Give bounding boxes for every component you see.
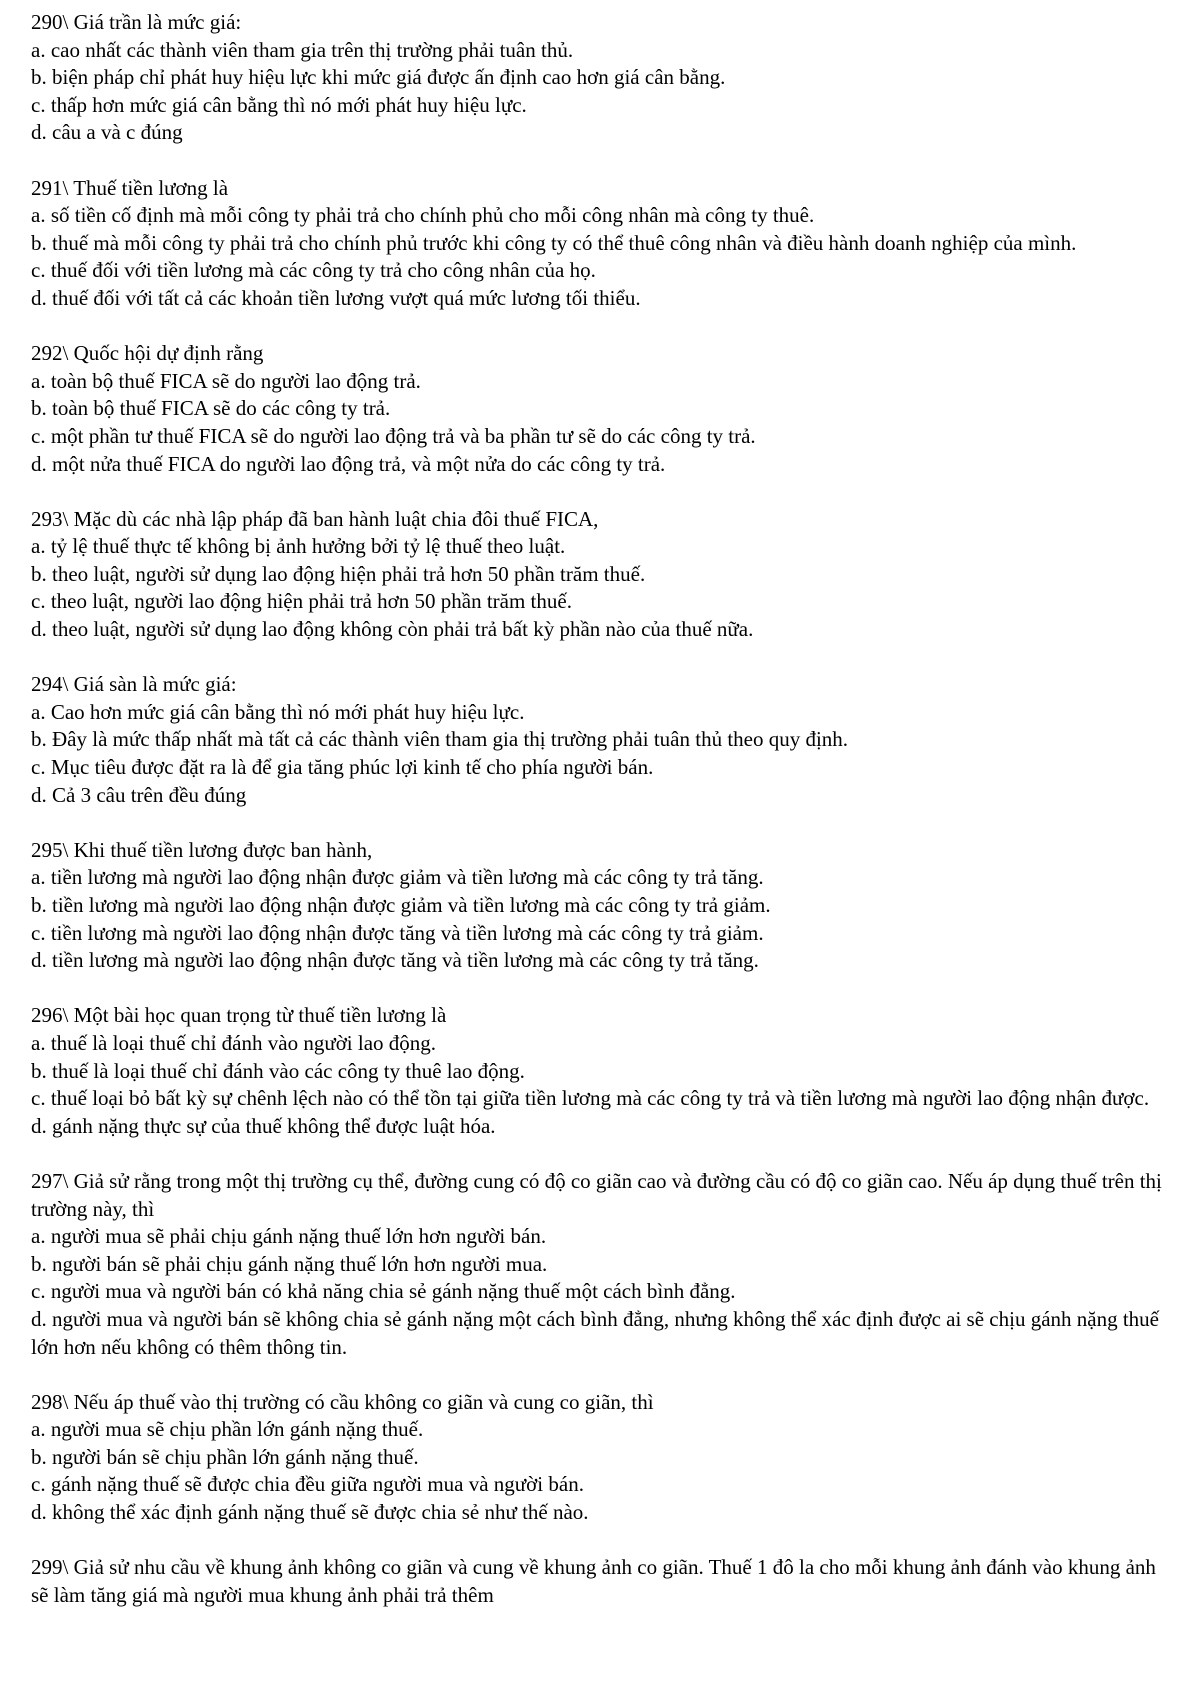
- option-c: c. thuế đối với tiền lương mà các công ty trả cho công nhân của họ.: [31, 258, 596, 283]
- question-297: [31, 1168, 1171, 1361]
- option-a: a. tỷ lệ thuế thực tế không bị ảnh hưởng bởi tỷ lệ thuế theo luật.: [31, 534, 566, 559]
- option-a: a. Cao hơn mức giá cân bằng thì nó mới phát huy hiệu lực.: [31, 699, 525, 724]
- question-291: [31, 175, 1171, 313]
- option-b: b. thuế là loại thuế chỉ đánh vào các công ty thuê lao động.: [31, 1058, 525, 1083]
- option-a: a. tiền lương mà người lao động nhận được giảm và tiền lương mà các công ty trả tăng.: [31, 865, 764, 890]
- option-c: c. thuế loại bỏ bất kỳ sự chênh lệch nào có thể tồn tại giữa tiền lương mà các công ty trả và tiền lương mà người lao động nhận được.: [31, 1086, 1150, 1111]
- option-b: b. người bán sẽ phải chịu gánh nặng thuế lớn hơn người mua.: [31, 1251, 548, 1276]
- option-d: d. theo luật, người sử dụng lao động không còn phải trả bất kỳ phần nào của thuế nữa.: [31, 617, 754, 642]
- option-a: a. người mua sẽ chịu phần lớn gánh nặng thuế.: [31, 1417, 424, 1442]
- option-b: b. người bán sẽ chịu phần lớn gánh nặng thuế.: [31, 1444, 419, 1469]
- option-d: d. một nửa thuế FICA do người lao động trả, và một nửa do các công ty trả.: [31, 451, 666, 476]
- question-text: 290\ Giá trần là mức giá:: [31, 10, 242, 34]
- option-c: c. theo luật, người lao động hiện phải trả hơn 50 phần trăm thuế.: [31, 589, 572, 614]
- option-c: c. một phần tư thuế FICA sẽ do người lao động trả và ba phần tư sẽ do các công ty trả.: [31, 423, 756, 448]
- option-d: d. Cả 3 câu trên đều đúng: [31, 782, 247, 807]
- question-299: [31, 1554, 1171, 1609]
- option-b: b. thuế mà mỗi công ty phải trả cho chính phủ trước khi công ty có thể thuê công nhân và điều hành doanh nghiệp của mình.: [31, 230, 1077, 255]
- option-d: d. người mua và người bán sẽ không chia sẻ gánh nặng một cách bình đẳng, nhưng không thể xác định được ai sẽ chịu gánh nặng thuế lớn hơn nếu không có thêm thông tin.: [31, 1306, 1160, 1359]
- question-text: 293\ Mặc dù các nhà lập pháp đã ban hành luật chia đôi thuế FICA,: [31, 506, 599, 531]
- question-text: 297\ Giả sử rằng trong một thị trường cụ thể, đường cung có độ co giãn cao và đường cầu có độ co giãn cao. Nếu áp dụng thuế trên thị trường này, thì: [31, 1168, 1162, 1221]
- option-b: b. toàn bộ thuế FICA sẽ do các công ty trả.: [31, 396, 391, 421]
- question-292: [31, 340, 1171, 478]
- option-b: b. theo luật, người sử dụng lao động hiện phải trả hơn 50 phần trăm thuế.: [31, 561, 646, 586]
- option-a: a. cao nhất các thành viên tham gia trên thị trường phải tuân thủ.: [31, 37, 574, 62]
- option-d: d. thuế đối với tất cả các khoản tiền lương vượt quá mức lương tối thiểu.: [31, 285, 641, 310]
- option-a: a. thuế là loại thuế chỉ đánh vào người lao động.: [31, 1030, 437, 1055]
- option-b: b. tiền lương mà người lao động nhận được giảm và tiền lương mà các công ty trả giảm.: [31, 893, 771, 917]
- question-295: [31, 837, 1171, 975]
- option-a: a. người mua sẽ phải chịu gánh nặng thuế lớn hơn người bán.: [31, 1224, 547, 1249]
- question-text: 299\ Giả sử nhu cầu về khung ảnh không co giãn và cung về khung ảnh co giãn. Thuế 1 đô la cho mỗi khung ảnh đánh vào khung ảnh sẽ làm tăng giá mà người mua khung ảnh phải trả thêm: [31, 1555, 1156, 1607]
- question-296: [31, 1002, 1171, 1140]
- question-293: [31, 506, 1171, 644]
- option-c: c. thấp hơn mức giá cân bằng thì nó mới phát huy hiệu lực.: [31, 92, 527, 117]
- question-text: 298\ Nếu áp thuế vào thị trường có cầu không co giãn và cung co giãn, thì: [31, 1389, 654, 1414]
- question-text: 291\ Thuế tiền lương là: [31, 175, 229, 200]
- question-290: [31, 9, 1171, 147]
- question-text: 295\ Khi thuế tiền lương được ban hành,: [31, 837, 373, 862]
- option-c: c. người mua và người bán có khả năng chia sẻ gánh nặng thuế một cách bình đẳng.: [31, 1279, 736, 1304]
- option-d: d. gánh nặng thực sự của thuế không thể được luật hóa.: [31, 1113, 496, 1138]
- option-c: c. gánh nặng thuế sẽ được chia đều giữa người mua và người bán.: [31, 1472, 584, 1497]
- question-text: 294\ Giá sàn là mức giá:: [31, 672, 237, 697]
- option-c: c. tiền lương mà người lao động nhận được tăng và tiền lương mà các công ty trả giảm.: [31, 920, 764, 945]
- option-d: d. tiền lương mà người lao động nhận được tăng và tiền lương mà các công ty trả tăng.: [31, 948, 759, 973]
- option-c: c. Mục tiêu được đặt ra là để gia tăng phúc lợi kinh tế cho phía người bán.: [31, 755, 654, 780]
- option-d: d. câu a và c đúng: [31, 120, 183, 145]
- question-298: [31, 1389, 1171, 1527]
- option-a: a. số tiền cố định mà mỗi công ty phải trả cho chính phủ cho mỗi công nhân mà công ty thuê.: [31, 203, 815, 228]
- question-text: 296\ Một bài học quan trọng từ thuế tiền lương là: [31, 1003, 447, 1028]
- document-page: [31, 9, 1171, 1637]
- option-b: b. Đây là mức thấp nhất mà tất cả các thành viên tham gia thị trường phải tuân thủ theo quy định.: [31, 727, 849, 752]
- question-text: 292\ Quốc hội dự định rằng: [31, 341, 264, 366]
- option-a: a. toàn bộ thuế FICA sẽ do người lao động trả.: [31, 368, 421, 393]
- option-d: d. không thể xác định gánh nặng thuế sẽ được chia sẻ như thế nào.: [31, 1500, 589, 1525]
- question-294: [31, 671, 1171, 809]
- option-b: b. biện pháp chỉ phát huy hiệu lực khi mức giá được ấn định cao hơn giá cân bằng.: [31, 65, 726, 90]
